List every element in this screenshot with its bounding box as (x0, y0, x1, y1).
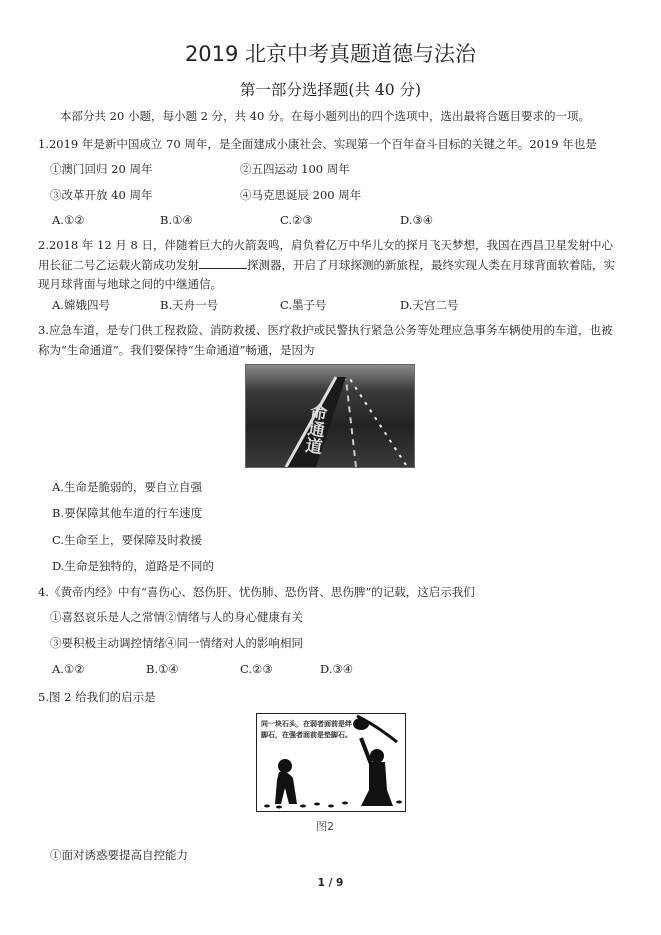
figure-2-cartoon (256, 713, 406, 812)
question-4-choice-c: C.②③ (240, 662, 273, 676)
question-2-choice-d: D.天宫二号 (400, 298, 459, 312)
section-heading: 第一部分选择题(共 40 分) (239, 81, 422, 99)
question-1-item: ①澳门回归 20 周年 (50, 162, 153, 176)
question-1-item: ②五四运动 100 周年 (240, 162, 350, 176)
figure-2-caption: 图2 (316, 820, 334, 833)
question-2-choice-b: B.天舟一号 (160, 298, 219, 312)
question-2-stem (38, 236, 623, 295)
question-4-item: ③要积极主动调控情绪④同一情绪对人的影响相同 (50, 636, 303, 650)
answer-blank (199, 257, 247, 269)
question-2-stem-after: 探测器，开启了月球探测的新旅程，最终实现人类在月球背面软着陆，实现月球背面与地球之间的中继通信。 (38, 257, 615, 291)
document-title: 2019 北京中考真题道德与法治 (184, 42, 477, 66)
road-illustration (246, 365, 414, 467)
cartoon-caption: 同一块石头，在弱者面前是绊脚石，在强者面前是垫脚石。 (261, 720, 352, 739)
question-4-item: ①喜怒哀乐是人之常情②情绪与人的身心健康有关 (50, 610, 303, 624)
question-1-stem: 1.2019 年是新中国成立 70 周年，是全面建成小康社会、实现第一个百年奋斗目标的关键之年。2019 年也是 (38, 137, 597, 151)
question-5-item: ①面对诱惑要提高自控能力 (50, 848, 188, 862)
question-4-choice-d: D.③④ (320, 662, 354, 676)
road-marking-text: 命通道 (300, 401, 328, 456)
question-4-choice-a: A.①② (52, 662, 85, 676)
question-3-choice-c: C.生命至上，要保障及时救援 (52, 533, 203, 547)
question-3-choice-a: A.生命是脆弱的，要自立自强 (52, 480, 202, 494)
question-2-choice-c: C.墨子号 (280, 298, 327, 312)
silhouette-illustration (257, 714, 405, 811)
question-5-stem: 5.图 2 给我们的启示是 (38, 690, 156, 704)
question-4-choice-b: B.①④ (146, 662, 179, 676)
question-2-choice-a: A.嫦娥四号 (52, 298, 110, 312)
question-3-stem: 3.应急车道，是专门供工程救险、消防救援、医疗救护或民警执行紧急公务等处理应急事务车辆使用的车道，也被称为“生命通道”。我们要保持“生命通道”畅通，是因为 (38, 323, 613, 357)
section-intro: 本部分共 20 小题，每小题 2 分，共 40 分。在每小题列出的四个选项中，选出最将合题目要求的一项。 (60, 109, 591, 123)
emergency-lane-photo (245, 364, 415, 468)
question-1-choice-a: A.①② (52, 213, 85, 227)
question-1-choice-b: B.①④ (160, 213, 193, 227)
question-1-item: ④马克思诞辰 200 周年 (240, 188, 362, 202)
question-1-item: ③改革开放 40 周年 (50, 188, 153, 202)
question-3-choice-b: B.要保障其他车道的行车速度 (52, 506, 203, 520)
question-1-choice-c: C.②③ (280, 213, 313, 227)
question-1-choice-d: D.③④ (400, 213, 434, 227)
question-2-stem-before: 2.2018 年 12 月 8 日，伴随着巨大的火箭轰鸣，肩负着亿万中华儿女的探月飞天梦想，我国在西昌卫星发射中心用长征二号乙运载火箭成功发射 (38, 238, 613, 272)
page-number: 1 / 9 (317, 877, 344, 889)
question-3-choice-d: D.生命是独特的，道路是不同的 (52, 559, 214, 573)
question-4-stem: 4.《黄帝内经》中有“喜伤心、怒伤肝、忧伤肺、恐伤肾、思伤脾”的记载，这启示我们 (38, 585, 475, 599)
